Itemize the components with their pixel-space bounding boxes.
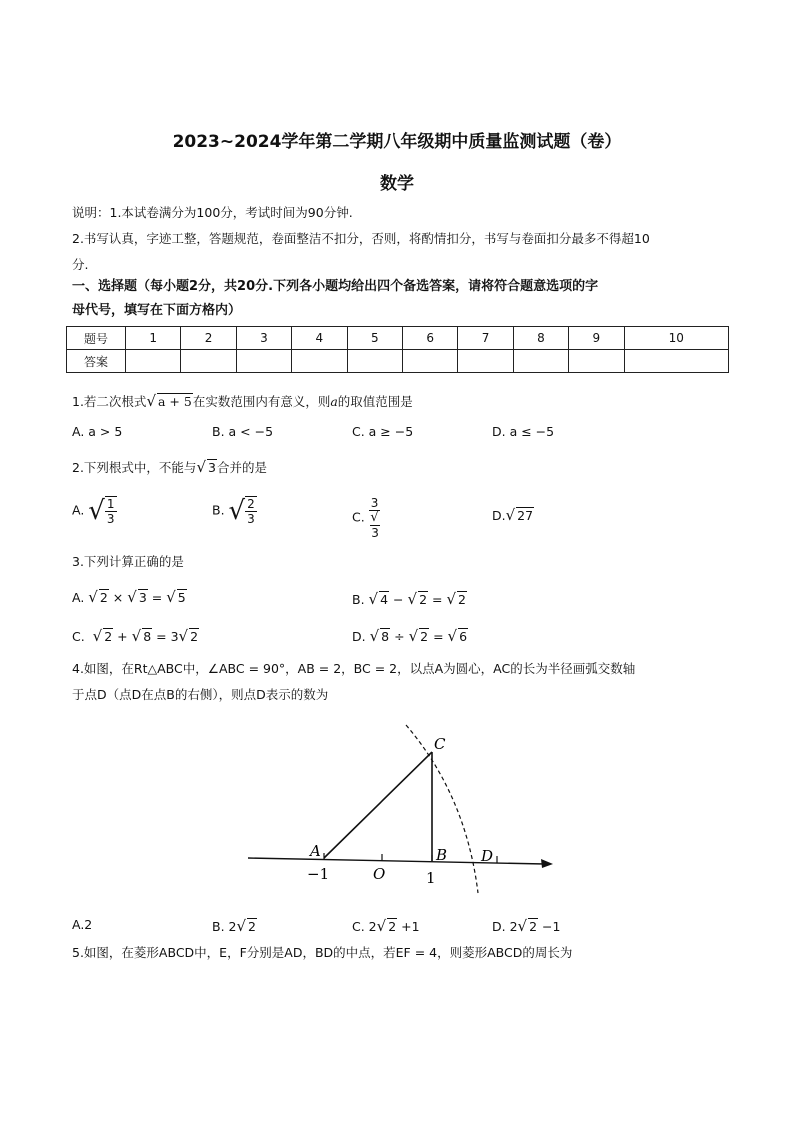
question-4-stem-line-2: 于点D（点D在点B的右侧），则点D表示的数为 (72, 687, 329, 702)
q4-option-d[interactable] (492, 917, 560, 935)
operator: × (112, 590, 124, 605)
equals: = (156, 629, 167, 644)
notes-line-3: 分. (72, 257, 89, 272)
operator: + (117, 629, 128, 644)
number-line (248, 858, 545, 864)
answer-cell[interactable] (402, 350, 457, 373)
label-d: D (481, 847, 494, 865)
radicand: 2 (419, 592, 428, 607)
fraction (105, 496, 117, 526)
q1-text-post: 的取值范围是 (337, 394, 413, 409)
q2-option-d[interactable] (492, 506, 534, 524)
tick-label-minus-one: −1 (307, 865, 330, 883)
numerator: 2 (247, 497, 255, 511)
answer-table-answer-row (67, 350, 729, 373)
question-5-stem: 5.如图，在菱形ABCD中，E，F分别是AD，BD的中点，若EF = 4，则菱形ABCD的周长为 (72, 945, 573, 960)
answer-cell[interactable] (513, 350, 568, 373)
q1-text-mid: 在实数范围内有意义，则 (192, 394, 331, 409)
radicand: 2 (458, 592, 466, 607)
q3-option-c[interactable] (72, 627, 199, 645)
option-label: C. 2 (352, 919, 377, 934)
radical-sign: √ (370, 510, 379, 525)
option-label: C. (72, 629, 85, 644)
fraction (369, 496, 381, 540)
radicand: 8 (143, 629, 152, 644)
q2-option-c[interactable] (352, 496, 380, 540)
numerator: 1 (106, 497, 115, 511)
q2-text-pre: 2.下列根式中，不能与 (72, 460, 197, 475)
equals: = (433, 629, 444, 644)
q4-option-c[interactable] (352, 917, 420, 935)
radical-sign: √ (228, 496, 246, 526)
radicand: 4 (380, 592, 389, 607)
section-heading-line-2: 母代号，填写在下面方格内） (72, 303, 242, 318)
notes-line-2: 2.书写认真，字迹工整，答题规范，卷面整洁不扣分，否则，将酌情扣分，书写与卷面扣分最多不得超10 (72, 231, 650, 246)
q4-option-a[interactable]: A.2 (72, 917, 93, 932)
question-number-cell: 6 (402, 327, 457, 350)
radical-sign: √ (368, 590, 379, 608)
answer-cell[interactable] (126, 350, 181, 373)
operator: ÷ (394, 629, 405, 644)
radicand: 5 (177, 590, 186, 605)
option-label: B. (352, 592, 365, 607)
segment-ac (324, 752, 432, 858)
radical-sign: √ (447, 627, 458, 645)
option-label: D. (352, 629, 366, 644)
q1-option-a[interactable]: A. a > 5 (72, 424, 123, 439)
subject-title: 数学 (380, 174, 414, 194)
option-label: D. 2 (492, 919, 518, 934)
q2-radicand: 3 (208, 460, 216, 475)
option-label: B. 2 (212, 919, 237, 934)
answer-table (66, 326, 729, 373)
arrow-head-icon (541, 859, 553, 868)
option-label: A. (72, 502, 85, 518)
option-tail: −1 (538, 919, 561, 934)
answer-cell[interactable] (624, 350, 728, 373)
radicand: 8 (381, 629, 390, 644)
question-1-stem (72, 392, 413, 410)
answer-cell[interactable] (347, 350, 402, 373)
question-number-cell: 9 (569, 327, 624, 350)
radical-sign: √ (131, 627, 142, 645)
operator: − (393, 592, 404, 607)
radicand: 3 (371, 526, 379, 540)
q3-option-d[interactable] (352, 627, 468, 645)
radicand: 2 (248, 919, 256, 934)
fraction (245, 496, 257, 526)
question-number-cell: 1 (126, 327, 181, 350)
radical-sign: √ (376, 917, 387, 935)
label-c: C (434, 735, 446, 753)
q1-option-b[interactable]: B. a < −5 (212, 424, 274, 439)
denominator (369, 511, 381, 540)
option-tail: +1 (397, 919, 420, 934)
answer-cell[interactable] (458, 350, 513, 373)
radical-sign: √ (146, 392, 156, 410)
table-row-label: 题号 (67, 327, 126, 350)
question-2-stem (72, 458, 267, 476)
table-row-label: 答案 (67, 350, 126, 373)
question-number-cell: 2 (181, 327, 236, 350)
question-number-cell: 3 (236, 327, 291, 350)
q3-option-a[interactable] (72, 588, 187, 606)
q2-text-post: 合并的是 (216, 460, 267, 475)
q2-option-b[interactable] (212, 496, 257, 526)
option-label: B. (212, 502, 225, 518)
radical-sign: √ (88, 496, 105, 526)
radical-sign: √ (127, 588, 137, 606)
denominator: 3 (106, 512, 115, 526)
radicand: 2 (388, 919, 397, 934)
radicand: 27 (517, 508, 534, 523)
radical-sign: √ (517, 917, 528, 935)
coefficient: 3 (170, 629, 179, 644)
notes-line-1: 说明：1.本试卷满分为100分，考试时间为90分钟. (72, 205, 353, 220)
question-4-stem-line-1: 4.如图，在Rt△ABC中，∠ABC = 90°，AB = 2，BC = 2，以点A为圆心，AC的长为半径画弧交数轴 (72, 661, 636, 676)
answer-cell[interactable] (292, 350, 347, 373)
radicand: 2 (420, 629, 429, 644)
numerator: 3 (370, 496, 379, 510)
radical-sign: √ (92, 627, 103, 645)
radicand: 2 (99, 590, 108, 605)
page-title: 2023~2024学年第二学期八年级期中质量监测试题（卷） (172, 132, 622, 152)
radicand: 3 (138, 590, 147, 605)
option-label: A. (72, 590, 85, 605)
q1-variable: a (330, 394, 338, 409)
radicand: 2 (190, 629, 199, 644)
radical-sign: √ (236, 917, 247, 935)
section-heading-line-1: 一、选择题（每小题2分，共20分.下列各小题均给出四个备选答案，请将符合题意选项的字 (72, 279, 599, 294)
radicand: 2 (529, 919, 538, 934)
option-label: D. (492, 508, 506, 523)
radical-sign: √ (178, 627, 189, 645)
question-number-cell: 10 (624, 327, 728, 350)
radical-sign: √ (446, 590, 457, 608)
q1-text-pre: 1.若二次根式 (72, 394, 147, 409)
radicand: 6 (459, 629, 468, 644)
q4-option-b[interactable] (212, 917, 257, 935)
answer-cell[interactable] (181, 350, 236, 373)
equals: = (432, 592, 443, 607)
radical-sign: √ (166, 588, 176, 606)
radical-sign: √ (407, 590, 418, 608)
radical-sign: √ (196, 458, 206, 476)
answer-table-header-row (67, 327, 729, 350)
label-b: B (436, 846, 448, 864)
radical-sign: √ (505, 506, 516, 524)
option-label: C. (352, 509, 365, 525)
answer-cell[interactable] (569, 350, 624, 373)
question-number-cell: 7 (458, 327, 513, 350)
equals: = (151, 590, 163, 605)
q4-figure (240, 715, 570, 905)
label-a: A (310, 842, 321, 860)
question-number-cell: 8 (513, 327, 568, 350)
q1-radicand: a + 5 (158, 394, 192, 409)
question-3-stem: 3.下列计算正确的是 (72, 554, 184, 569)
question-number-cell: 4 (292, 327, 347, 350)
q1-option-c[interactable]: C. a ≥ −5 (352, 424, 414, 439)
radical-sign: √ (88, 588, 98, 606)
q3-option-b[interactable] (352, 590, 467, 608)
tick-label-one: 1 (426, 869, 436, 887)
denominator: 3 (247, 512, 255, 526)
label-o: O (373, 865, 386, 883)
radical-sign: √ (369, 627, 380, 645)
radical-sign: √ (408, 627, 419, 645)
answer-cell[interactable] (236, 350, 291, 373)
question-number-cell: 5 (347, 327, 402, 350)
radicand: 2 (104, 629, 113, 644)
q2-option-a[interactable] (72, 496, 117, 526)
q1-option-d[interactable]: D. a ≤ −5 (492, 424, 555, 439)
